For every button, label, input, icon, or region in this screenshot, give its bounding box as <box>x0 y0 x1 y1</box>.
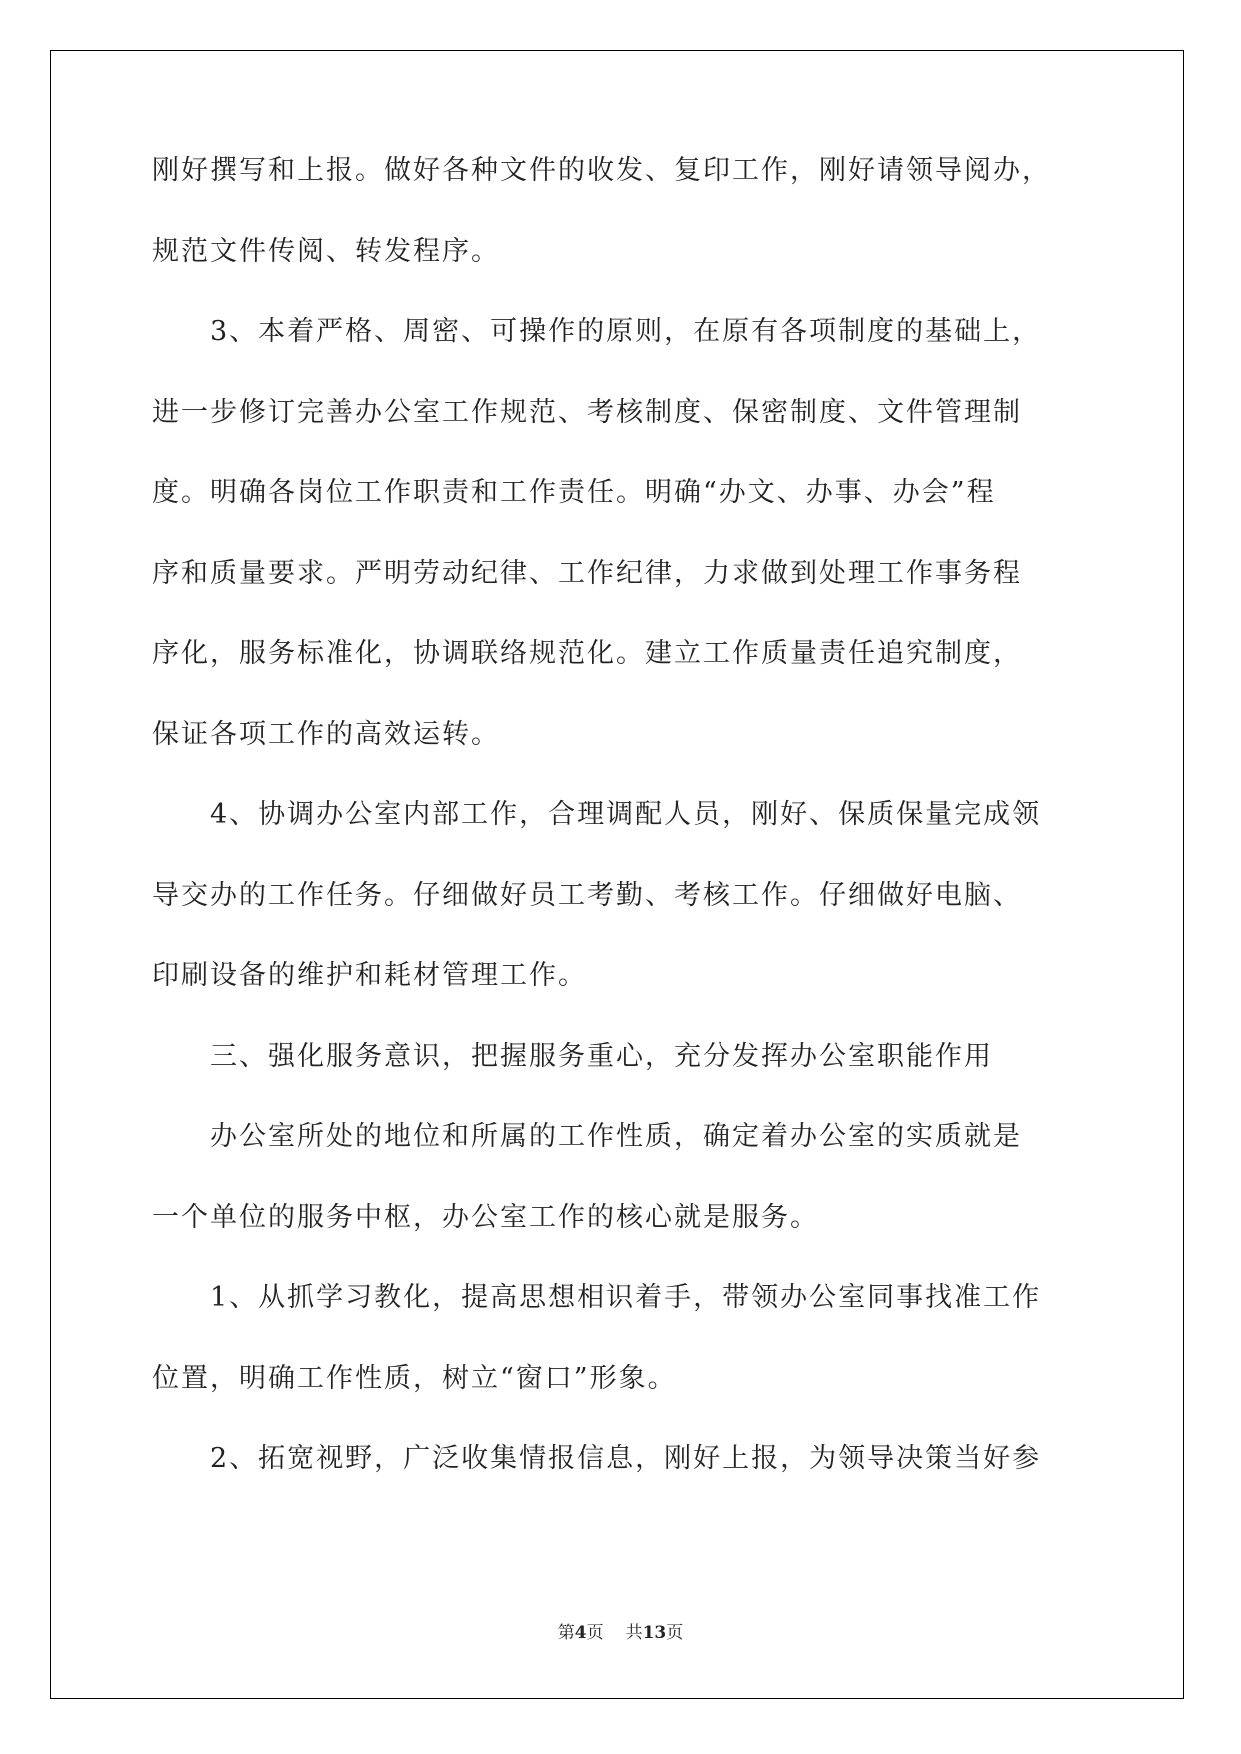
text-line: 1、从抓学习教化，提高思想相识着手，带领办公室同事找准工作 <box>210 1282 1042 1313</box>
page-prefix: 第 <box>557 1623 575 1643</box>
page-number: 4 <box>574 1623 587 1643</box>
text-line: 2、拓宽视野，广泛收集情报信息，刚好上报，为领导决策当好参 <box>210 1443 1042 1474</box>
text-line: 3、本着严格、周密、可操作的原则，在原有各项制度的基础上， <box>210 316 1042 347</box>
text-line: 进一步修订完善办公室工作规范、考核制度、保密制度、文件管理制 <box>152 396 1022 428</box>
page-footer <box>0 1618 1241 1643</box>
section-heading: 三、强化服务意识，把握服务重心，充分发挥办公室职能作用 <box>210 1040 993 1072</box>
total-suffix: 页 <box>666 1623 684 1643</box>
text-line: 导交办的工作任务。仔细做好员工考勤、考核工作。仔细做好电脑、 <box>152 879 1022 911</box>
text-line: 位置，明确工作性质，树立“窗口”形象。 <box>152 1362 677 1394</box>
text-line: 一个单位的服务中枢，办公室工作的核心就是服务。 <box>152 1201 819 1233</box>
text-line: 规范文件传阅、转发程序。 <box>152 235 500 267</box>
total-pages: 13 <box>642 1623 667 1643</box>
total-prefix: 共 <box>625 1623 643 1643</box>
text-line: 印刷设备的维护和耗材管理工作。 <box>152 960 587 991</box>
document-body <box>152 141 1092 1510</box>
page-suffix: 页 <box>586 1623 604 1643</box>
text-line: 4、协调办公室内部工作，合理调配人员，刚好、保质保量完成领 <box>210 799 1042 830</box>
text-line: 办公室所处的地位和所属的工作性质，确定着办公室的实质就是 <box>210 1121 1022 1152</box>
text-line: 序和质量要求。严明劳动纪律、工作纪律，力求做到处理工作事务程 <box>152 557 1022 589</box>
text-line: 度。明确各岗位工作职责和工作责任。明确“办文、办事、办会”程 <box>152 477 996 508</box>
text-line: 序化，服务标准化，协调联络规范化。建立工作质量责任追究制度， <box>152 638 1022 669</box>
text-line: 刚好撰写和上报。做好各种文件的收发、复印工作，刚好请领导阅办， <box>152 155 1051 186</box>
text-line: 保证各项工作的高效运转。 <box>152 718 500 750</box>
